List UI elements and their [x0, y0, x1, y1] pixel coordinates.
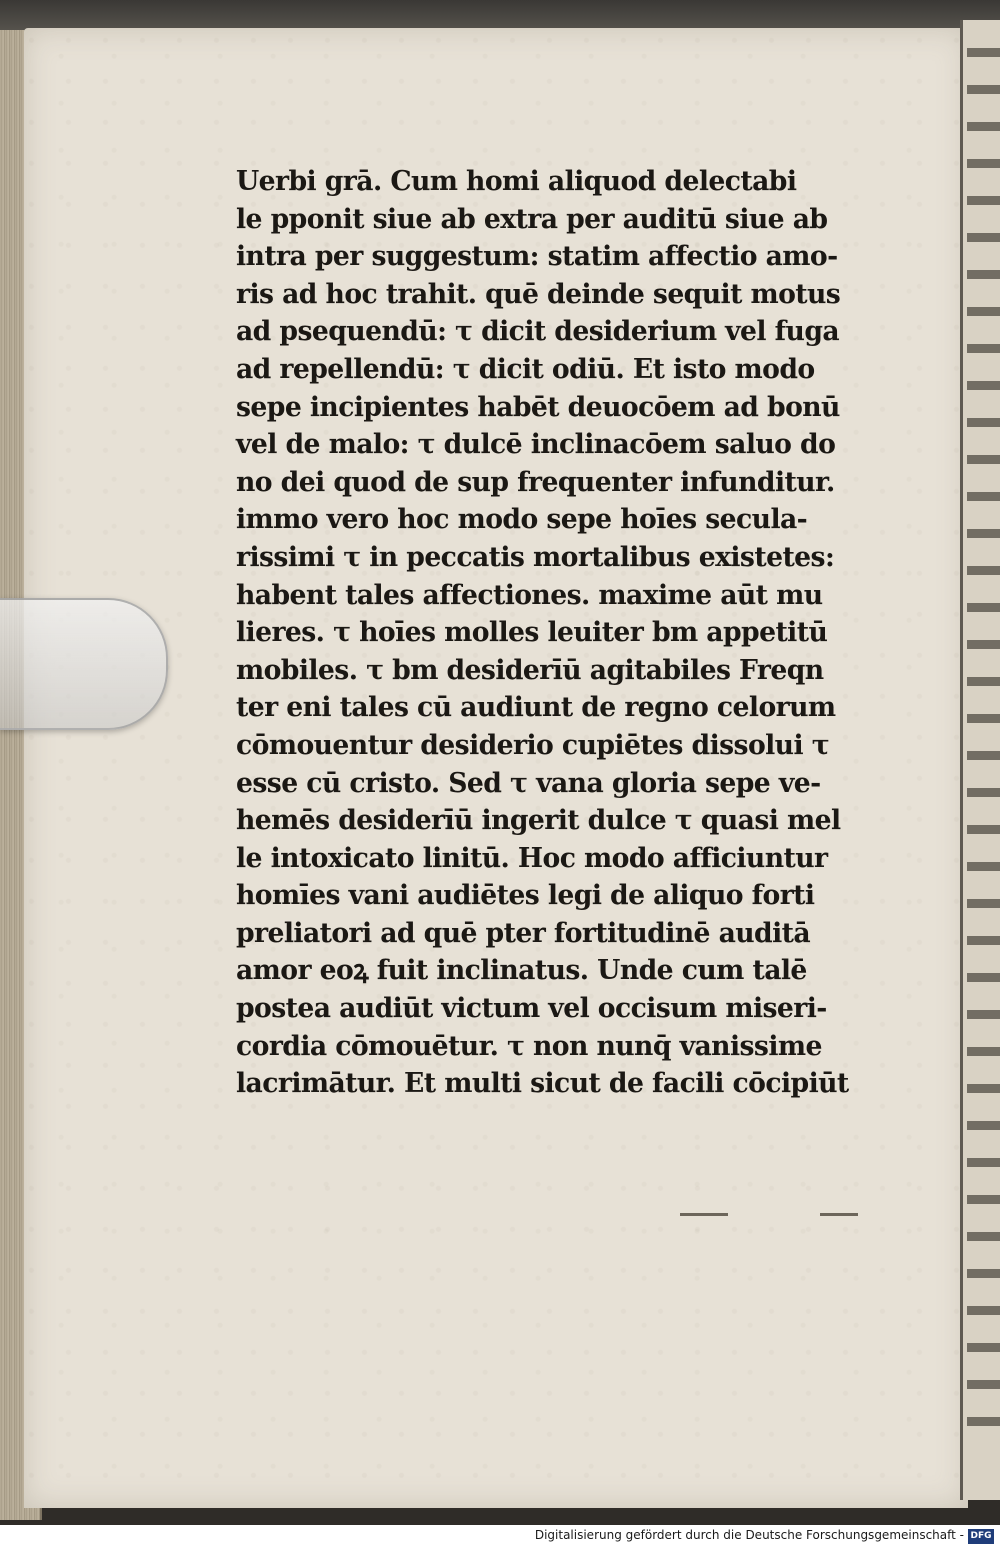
text-line: cordia cōmouētur. τ non nunq̄ vanissime: [236, 1030, 822, 1062]
text-line: postea audiūt victum vel occisum miseri-: [236, 993, 827, 1025]
text-line: preliatori ad quē pter fortitudinē auditā: [236, 917, 811, 949]
facing-page-text-fragment: [967, 353, 1000, 390]
facing-page-text-fragment: [967, 1389, 1000, 1426]
facing-page-text-fragment: [967, 1093, 1000, 1130]
text-line: Uerbi grā. Cum homi aliquod delectabi: [236, 166, 797, 197]
facing-page-text-fragment: [967, 390, 1000, 427]
facing-page-text-fragment: [967, 612, 1000, 649]
text-line: vel de malo: τ dulcē inclinacōem saluo do: [236, 429, 836, 461]
facing-page-text-fragment: [967, 797, 1000, 834]
text-line: sepe incipientes habēt deuocōem ad bonū: [236, 391, 840, 423]
text-line: immo vero hoc modo sepe hoīes secula-: [236, 504, 808, 536]
text-line: no dei quod de sup frequenter infunditur.: [236, 466, 835, 498]
facing-page-text-fragment: [967, 871, 1000, 908]
text-line: le intoxicato linitū. Hoc modo afficiuntur: [236, 842, 828, 874]
text-line: le pponit siue ab extra per auditū siue ab: [236, 203, 828, 235]
facing-page-text-fragment: [967, 279, 1000, 316]
text-line: ter eni tales cū audiunt de regno celorum: [236, 692, 836, 724]
footer-credit: Digitalisierung gefördert durch die Deutsche Forschungsgemeinschaft -: [534, 1528, 964, 1542]
text-line: ris ad hoc trahit. quē deinde sequit motus: [236, 278, 841, 310]
text-line: esse cū cristo. Sed τ vana gloria sepe ve-: [236, 767, 821, 799]
facing-page-text-fragment: [967, 316, 1000, 353]
plastic-page-clip: [0, 598, 168, 730]
facing-page-text-fragment: [967, 723, 1000, 760]
facing-page-text-fragment: [967, 908, 1000, 945]
facing-page-text-fragment: [967, 131, 1000, 168]
facing-page-text-fragment: [967, 94, 1000, 131]
text-line: homīes vani audiētes legi de aliquo forti: [236, 880, 815, 912]
ink-mark: [680, 1213, 728, 1216]
facing-page-text-fragment: [967, 501, 1000, 538]
text-line: lieres. τ hoīes molles leuiter bm appetitū: [236, 617, 828, 649]
facing-page-text-fragment: [967, 1278, 1000, 1315]
facing-page-text-fragment: [967, 1019, 1000, 1056]
facing-page-text-fragment: [967, 834, 1000, 871]
text-line: ad repellendū: τ dicit odiū. Et isto modo: [236, 353, 815, 385]
facing-page-text-fragment: [967, 538, 1000, 575]
facing-page-text-fragment: [967, 575, 1000, 612]
text-line: habent tales affectiones. maxime aūt mu: [236, 579, 823, 611]
facing-page-text-fragment: [967, 242, 1000, 279]
text-line: ad psequendū: τ dicit desiderium vel fuga: [236, 316, 840, 348]
facing-page-text-fragment: [967, 945, 1000, 982]
text-line: mobiles. τ bm desiderīū agitabiles Freqn: [236, 654, 824, 686]
facing-page-text-fragment: [967, 686, 1000, 723]
dfg-logo: DFG: [968, 1529, 994, 1544]
facing-page-edge: [960, 20, 1000, 1500]
facing-page-text-fragment: [967, 205, 1000, 242]
text-line: cōmouentur desiderio cupiētes dissolui τ: [236, 729, 830, 761]
facing-page-text-fragment: [967, 1130, 1000, 1167]
text-line: lacrimātur. Et multi sicut de facili cōcipiūt: [236, 1068, 849, 1100]
facing-page-text-fragment: [967, 427, 1000, 464]
footer-bar: [0, 1525, 1000, 1549]
scan-background-top: [0, 0, 1000, 30]
facing-page-text-fragment: [967, 57, 1000, 94]
facing-page-text-fragment: [967, 1167, 1000, 1204]
facing-page-text-fragment: [967, 760, 1000, 797]
facing-page-text-fragment: [967, 1056, 1000, 1093]
facing-page-text-fragment: [967, 649, 1000, 686]
facing-page-text-fragment: [967, 1241, 1000, 1278]
facing-page-text-fragment: [967, 1352, 1000, 1389]
facing-page-text-fragment: [967, 1315, 1000, 1352]
text-line: intra per suggestum: statim affectio amo-: [236, 241, 838, 273]
text-block: [236, 163, 876, 1103]
text-line: rissimi τ in peccatis mortalibus existetes:: [236, 541, 835, 573]
facing-page-text-fragment: [967, 168, 1000, 205]
ink-mark: [820, 1213, 858, 1216]
facing-page-text-fragment: [967, 464, 1000, 501]
text-line: amor eoꝝ fuit inclinatus. Unde cum talē: [236, 955, 807, 987]
facing-page-text-fragment: [967, 20, 1000, 57]
text-line: hemēs desiderīū ingerit dulce τ quasi mel: [236, 805, 841, 837]
facing-page-text-fragment: [967, 1204, 1000, 1241]
facing-page-text-fragment: [967, 982, 1000, 1019]
page-marks: [680, 1205, 880, 1225]
